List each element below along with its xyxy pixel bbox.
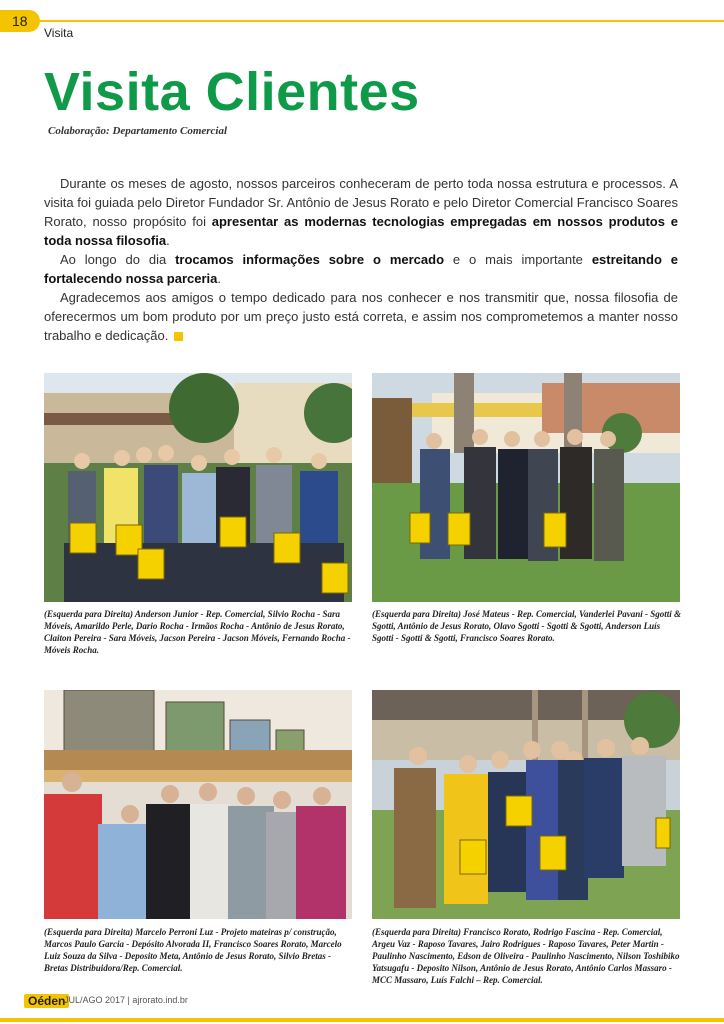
article-subtitle: Colaboração: Departamento Comercial [48, 125, 228, 137]
p2-text-e: . [217, 271, 222, 286]
p2-text-a: Ao longo do dia [60, 252, 176, 267]
page-number-badge [0, 10, 40, 32]
footer-rule [0, 1018, 724, 1022]
end-mark-icon [174, 332, 183, 341]
photo-1 [44, 373, 352, 602]
paragraph-3 [44, 288, 678, 345]
page-number: 18 [12, 13, 28, 29]
p2-highlight-1: trocamos informações sobre o mercado [175, 252, 445, 267]
photo-2 [372, 373, 680, 602]
photo-3 [44, 690, 352, 919]
p1-text-c: . [166, 233, 170, 248]
article-title: Visita Clientes [44, 62, 420, 122]
p1-text-a: Durante os meses de agosto, nossos parceiros conheceram de perto toda nossa estrutura e processos. A visita foi guiada pelo Diretor Fundador Sr. Antônio de Jesus Rorato e pelo Diretor Comercial Francisco Soares Rorato, nosso propósito foi [44, 176, 678, 229]
footer [0, 992, 724, 1024]
photo-3-caption: (Esquerda para Direita) Marcelo Perroni Luz - Projeto mateiras p/ construção, Marcos Paulo Garcia - Depósito Alvorada II, Francisco Soares Rorato, Marcelo Luiz Souza da Silva - Deposito Meta, Antônio de Jesus Rorato, Silvio Bretas - Bretas Distribuidora/Rep. Comercial. [44, 927, 342, 973]
p3-text: Agradecemos aos amigos o tempo dedicado para nos conhecer e nos transmitir que, nossa filosofia de oferecermos um bom produto por um preço justo está correta, e assim nos comprometemos a manter nosso trabalho e dedicação. [44, 290, 678, 343]
section-label: Visita [44, 26, 74, 40]
paragraph-2 [44, 250, 678, 288]
photo-2-caption: (Esquerda para Direita) José Mateus - Rep. Comercial, Vanderlei Pavani - Sgotti & Sgotti, Antônio de Jesus Rorato, Olavo Sgotti - Sgotti & Sgotti, Anderson Luís Sgotti - Sgotti & Sgotti, Francisco Soares Rorato. [372, 609, 682, 643]
p2-text-c: e o mais importante [444, 252, 592, 267]
photo-4 [372, 690, 680, 919]
footer-logo: Oéden [24, 994, 69, 1008]
photo-1-caption: (Esquerda para Direita) Anderson Junior - Rep. Comercial, Silvio Rocha - Sara Móveis, Amarildo Perle, Dario Rocha - Irmãos Rocha - Antônio de Jesus Rorato, Claiton Pereira - Sara Móveis, Jacson Pereira - Jacson Móveis, Fernando Rocha - Móveis Rocha. [44, 609, 351, 655]
footer-text: JUL/AGO 2017 | ajrorato.ind.br [64, 995, 188, 1005]
article-body [44, 174, 678, 345]
p1-highlight: apresentar as modernas tecnologias empregadas em nossos produtos e toda nossa filosofia [44, 214, 678, 248]
p2-highlight-2: estreitando e fortalecendo nossa parceria [44, 252, 679, 286]
photo-4-caption: (Esquerda para Direita) Francisco Rorato, Rodrigo Fascina - Rep. Comercial, Argeu Vaz - Raposo Tavares, Jairo Rodrigues - Raposo Tavares, Peter Martin - Paulinho Nascimento, Edson de Oliveira - Paulinho Nascimento, Nilson Toshibiko Yatsugafu - Deposito Nilson, Antônio de Jesus Rorato, Antônio Carlos Massaro - MCC Massaro, Luís Falchi – Rep. Comercial. [372, 927, 680, 985]
paragraph-1 [44, 174, 678, 250]
header-rule [40, 20, 724, 22]
